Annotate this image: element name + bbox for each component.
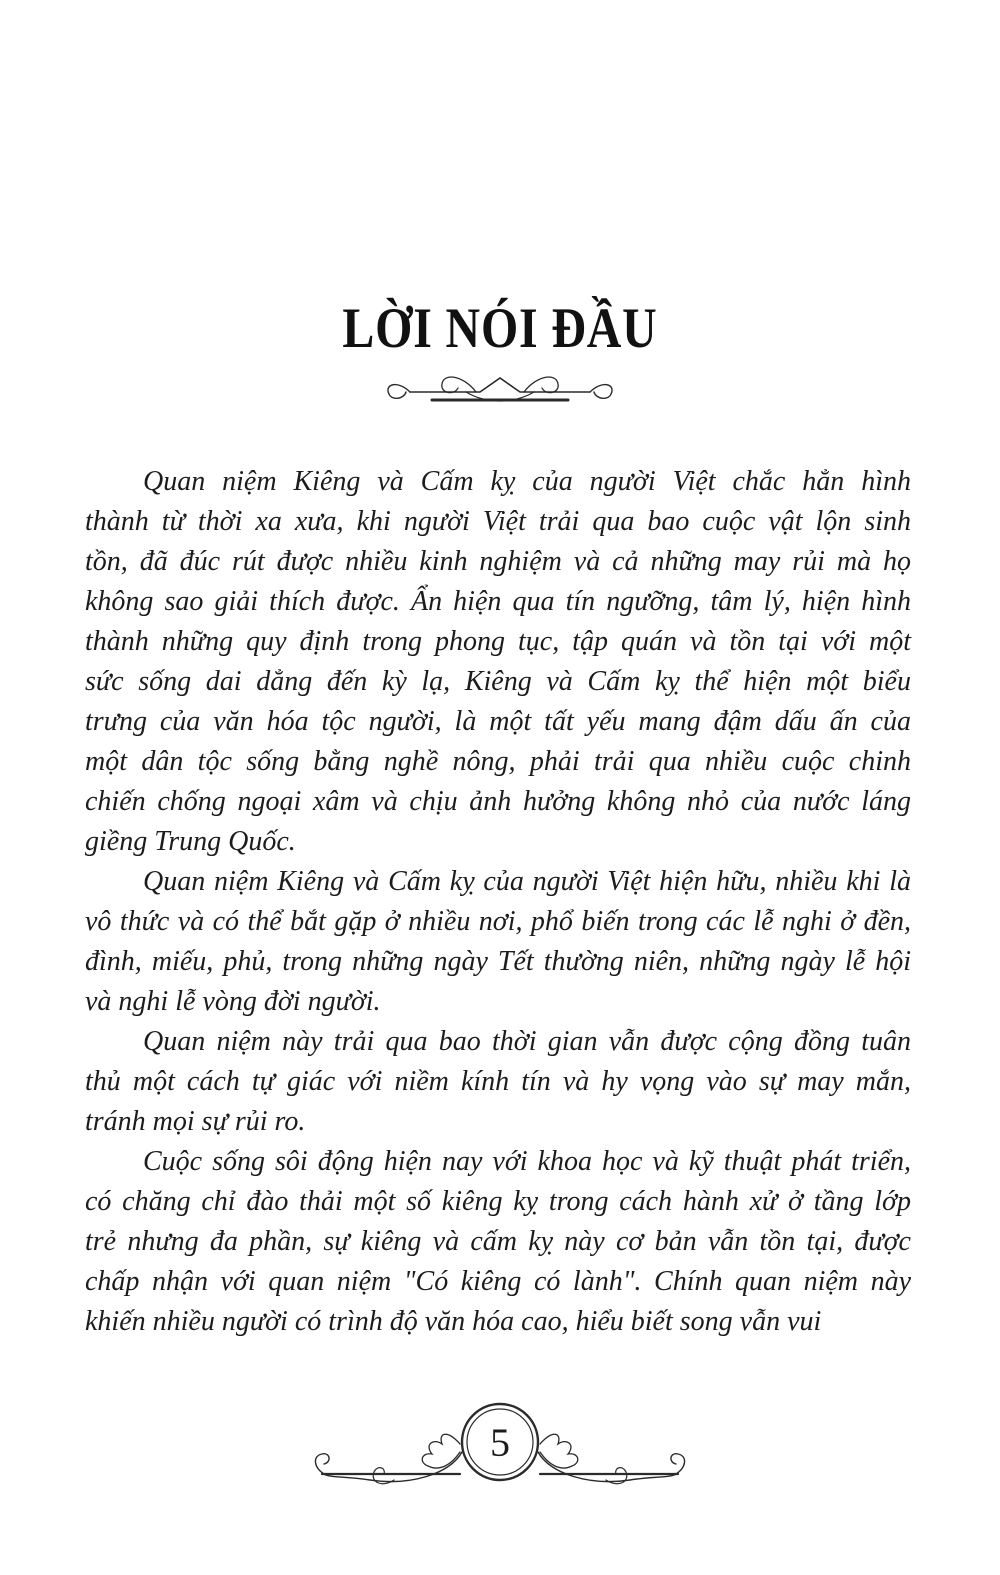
text-line: chiến chống ngoại xâm và chịu ảnh hưởng không nhỏ của nước láng	[85, 786, 911, 817]
paragraph	[85, 1022, 911, 1142]
paragraph	[85, 462, 911, 862]
text-line: thành từ thời xa xưa, khi người Việt trải qua bao cuộc vật lộn sinh	[85, 506, 911, 537]
text-line: Quan niệm Kiêng và Cấm kỵ của người Việt chắc hẳn hình	[143, 466, 911, 497]
text-line: không sao giải thích được. Ẩn hiện qua tín ngưỡng, tâm lý, hiện hình	[85, 586, 911, 617]
text-line: Quan niệm Kiêng và Cấm kỵ của người Việt hiện hữu, nhiều khi là	[143, 866, 911, 897]
text-line: có chăng chỉ đào thải một số kiêng kỵ trong cách hành xử ở tầng lớp	[85, 1186, 911, 1217]
text-line: tránh mọi sự rủi ro.	[85, 1106, 306, 1137]
text-line: thủ một cách tự giác với niềm kính tín và hy vọng vào sự may mắn,	[85, 1066, 911, 1097]
text-line: trưng của văn hóa tộc người, là một tất yếu mang đậm dấu ấn của	[85, 706, 911, 737]
page-title: LỜI NÓI ĐẦU	[342, 297, 658, 360]
flourish-divider-icon	[380, 360, 620, 414]
text-line: thành những quy định trong phong tục, tập quán và tồn tại với một	[85, 626, 911, 657]
text-line: sức sống dai dẳng đến kỳ lạ, Kiêng và Cấm kỵ thể hiện một biểu	[85, 666, 911, 697]
text-line: trẻ nhưng đa phần, sự kiêng và cấm kỵ này cơ bản vẫn tồn tại, được	[85, 1226, 911, 1257]
page-number: 5	[490, 1420, 510, 1465]
body-text	[85, 462, 911, 1342]
text-line: Quan niệm này trải qua bao thời gian vẫn được cộng đồng tuân	[143, 1026, 911, 1057]
text-line: một dân tộc sống bằng nghề nông, phải trải qua nhiều cuộc chinh	[85, 746, 911, 777]
flourish-page-medallion-icon	[310, 1390, 690, 1508]
text-line: đình, miếu, phủ, trong những ngày Tết thường niên, những ngày lễ hội	[85, 946, 911, 977]
paragraph	[85, 1142, 911, 1342]
text-line: chấp nhận với quan niệm "Có kiêng có lành". Chính quan niệm này	[85, 1266, 911, 1297]
title-flourish-divider-icon	[380, 360, 620, 419]
page-footer	[310, 1390, 690, 1513]
text-line: tồn, đã đúc rút được nhiều kinh nghiệm và cả những may rủi mà họ	[85, 546, 911, 577]
text-line: Cuộc sống sôi động hiện nay với khoa học và kỹ thuật phát triển,	[143, 1146, 911, 1177]
text-line: giềng Trung Quốc.	[85, 826, 296, 857]
paragraph	[85, 862, 911, 1022]
text-line: và nghi lễ vòng đời người.	[85, 986, 381, 1017]
text-line: khiến nhiều người có trình độ văn hóa cao, hiểu biết song vẫn vui	[85, 1306, 822, 1337]
text-line: vô thức và có thể bắt gặp ở nhiều nơi, phổ biến trong các lễ nghi ở đền,	[85, 906, 911, 937]
